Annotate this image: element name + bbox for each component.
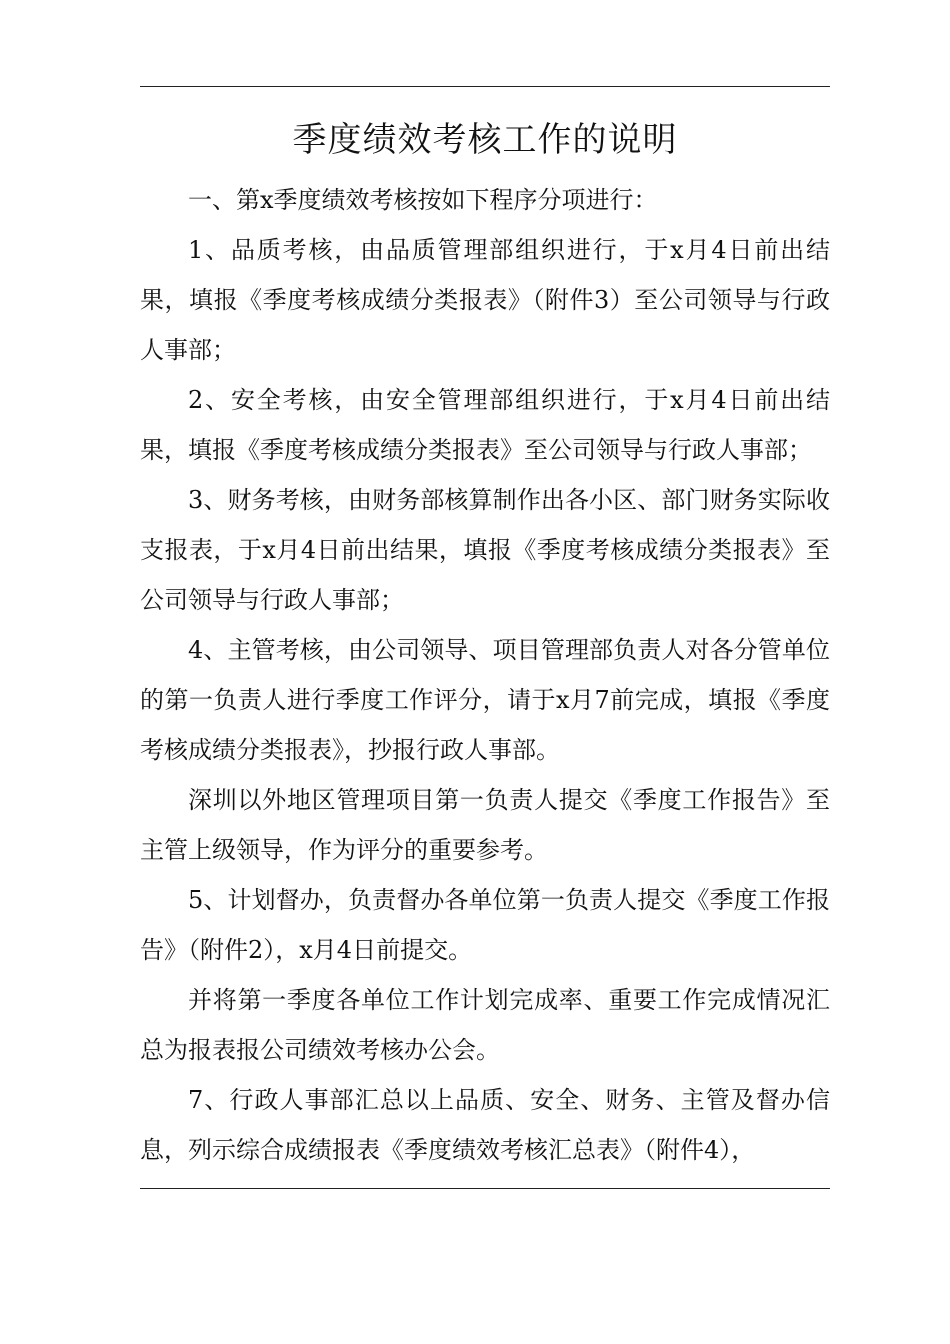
paragraph: 3、财务考核，由财务部核算制作出各小区、部门财务实际收支报表，于x月4日前出结果，填报《季度考核成绩分类报表》至公司领导与行政人事部； (140, 486, 830, 614)
paragraph: 7、行政人事部汇总以上品质、安全、财务、主管及督办信息，列示综合成绩报表《季度绩效考核汇总表》（附件4）， (140, 1086, 830, 1164)
paragraph: 深圳以外地区管理项目第一负责人提交《季度工作报告》至主管上级领导，作为评分的重要参考。 (140, 786, 830, 864)
footer-rule (140, 1188, 830, 1189)
document-body (140, 175, 830, 1175)
paragraph: 5、计划督办，负责督办各单位第一负责人提交《季度工作报告》（附件2），x月4日前提交。 (140, 886, 830, 964)
paragraph: 2、安全考核，由安全管理部组织进行，于x月4日前出结果，填报《季度考核成绩分类报表》至公司领导与行政人事部； (140, 386, 830, 464)
document-title: 季度绩效考核工作的说明 (292, 120, 678, 160)
paragraph: 并将第一季度各单位工作计划完成率、重要工作完成情况汇总为报表报公司绩效考核办公会。 (140, 986, 830, 1064)
paragraph: 1、品质考核，由品质管理部组织进行，于x月4日前出结果，填报《季度考核成绩分类报表》（附件3）至公司领导与行政人事部； (140, 236, 830, 364)
header-rule (140, 86, 830, 87)
paragraph: 4、主管考核，由公司领导、项目管理部负责人对各分管单位的第一负责人进行季度工作评分，请于x月7前完成，填报《季度考核成绩分类报表》，抄报行政人事部。 (140, 636, 830, 764)
paragraph: 一、第x季度绩效考核按如下程序分项进行： (188, 186, 658, 214)
